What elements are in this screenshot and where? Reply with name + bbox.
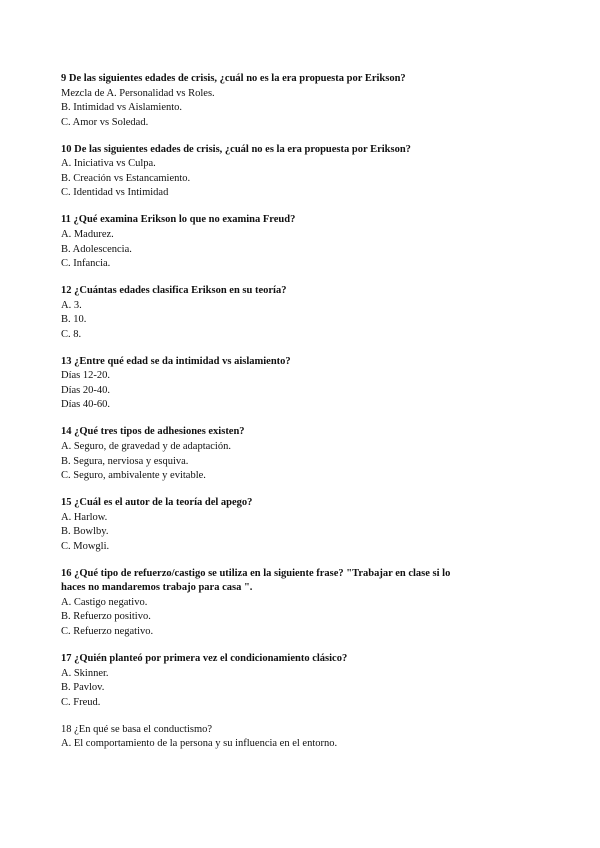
question-title: 17 ¿Quién planteó por primera vez el condicionamiento clásico? xyxy=(61,652,348,664)
answer-option: C. Freud. xyxy=(61,696,101,708)
answer-option: B. Pavlov. xyxy=(61,682,105,694)
answer-option: A. 3. xyxy=(61,299,82,311)
answer-option: B. Segura, nerviosa y esquiva. xyxy=(61,455,189,467)
answer-option: A. Seguro, de gravedad y de adaptación. xyxy=(61,440,231,452)
question-title: 11 ¿Qué examina Erikson lo que no examina Freud? xyxy=(61,214,296,226)
question-title: 14 ¿Qué tres tipos de adhesiones existen? xyxy=(61,426,245,438)
question-9 xyxy=(61,72,541,130)
answer-option: Días 12-20. xyxy=(61,370,110,382)
question-list xyxy=(61,72,541,764)
answer-option: C. Amor vs Soledad. xyxy=(61,116,149,128)
question-18 xyxy=(61,723,541,752)
answer-option: A. Castigo negativo. xyxy=(61,596,148,608)
question-12 xyxy=(61,284,541,342)
question-13 xyxy=(61,355,541,413)
answer-option: B. Adolescencia. xyxy=(61,243,132,255)
question-title: 10 De las siguientes edades de crisis, ¿cuál no es la era propuesta por Erikson? xyxy=(61,143,411,155)
question-title: 16 ¿Qué tipo de refuerzo/castigo se utiliza en la siguiente frase? "Trabajar en clase si lo haces no mandaremos trabajo para casa ". xyxy=(61,567,451,594)
answer-option: C. Identidad vs Intimidad xyxy=(61,187,169,199)
question-title: 13 ¿Entre qué edad se da intimidad vs aislamiento? xyxy=(61,355,291,367)
answer-option: C. 8. xyxy=(61,328,82,340)
question-11 xyxy=(61,213,541,271)
answer-option: B. Bowlby. xyxy=(61,526,109,538)
answer-option: Mezcla de A. Personalidad vs Roles. xyxy=(61,87,215,99)
question-title: 15 ¿Cuál es el autor de la teoría del apego? xyxy=(61,497,253,509)
question-title: 9 De las siguientes edades de crisis, ¿cuál no es la era propuesta por Erikson? xyxy=(61,73,406,84)
question-title: 18 ¿En qué se basa el conductismo? xyxy=(61,723,213,735)
question-10 xyxy=(61,143,541,201)
answer-option: C. Infancia. xyxy=(61,258,111,270)
answer-option: A. Skinner. xyxy=(61,667,109,679)
answer-option: B. Creación vs Estancamiento. xyxy=(61,172,191,184)
answer-option: A. Iniciativa vs Culpa. xyxy=(61,158,156,170)
answer-option: A. El comportamiento de la persona y su influencia en el entorno. xyxy=(61,738,338,750)
question-17 xyxy=(61,652,541,710)
answer-option: B. Intimidad vs Aislamiento. xyxy=(61,102,183,114)
answer-option: B. Refuerzo positivo. xyxy=(61,611,151,623)
question-14 xyxy=(61,425,541,483)
answer-option: Días 20-40. xyxy=(61,384,110,396)
question-16 xyxy=(61,567,541,640)
answer-option: C. Seguro, ambivalente y evitable. xyxy=(61,470,206,482)
answer-option: C. Mowgli. xyxy=(61,540,110,552)
answer-option: B. 10. xyxy=(61,314,87,326)
answer-option: A. Madurez. xyxy=(61,228,114,240)
answer-option: Días 40-60. xyxy=(61,399,110,411)
answer-option: A. Harlow. xyxy=(61,511,108,523)
question-15 xyxy=(61,496,541,554)
question-title: 12 ¿Cuántas edades clasifica Erikson en su teoría? xyxy=(61,285,287,297)
answer-option: C. Refuerzo negativo. xyxy=(61,626,154,638)
